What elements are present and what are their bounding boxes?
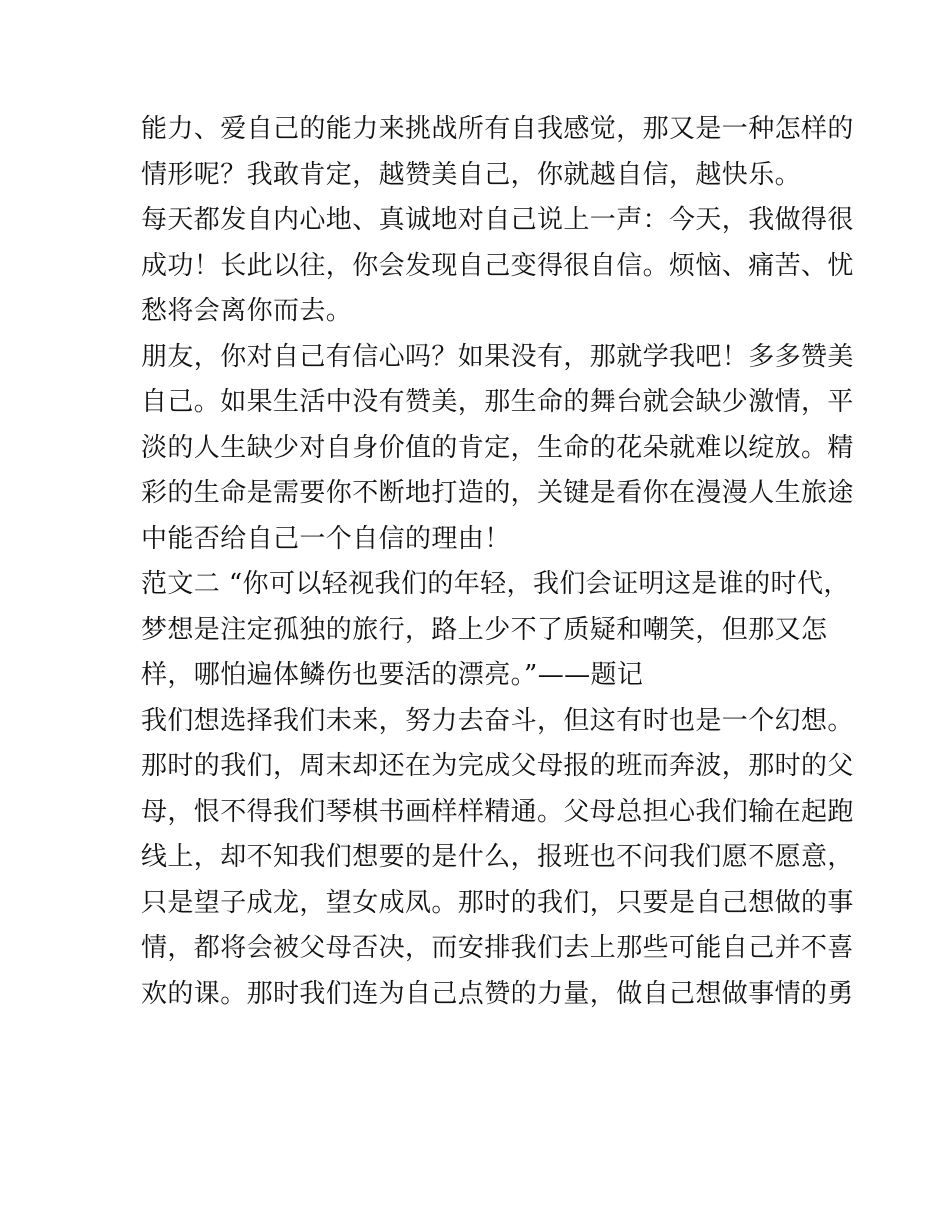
text-line: 愁将会离你而去。 [141, 296, 353, 326]
text-line: 淡的人生缺少对自身价值的肯定，生命的花朵就难以绽放。精 [141, 432, 854, 463]
text-line: 我们想选择我们未来，努力去奋斗，但这有时也是一个幻想。 [141, 705, 854, 736]
text-line: 那时的我们，周末却还在为完成父母报的班而奔波，那时的父 [141, 751, 854, 781]
text-line: 成功！长此以往，你会发现自己变得很自信。烦恼、痛苦、忧 [141, 250, 854, 281]
text-line: 范文二 “你可以轻视我们的年轻，我们会证明这是谁的时代， [141, 569, 850, 599]
document-text-body [141, 107, 854, 1017]
text-line: 彩的生命是需要你不断地打造的，关键是看你在漫漫人生旅途 [141, 478, 854, 508]
text-line: 每天都发自内心地、真诚地对自己说上一声：今天，我做得很 [141, 205, 854, 235]
text-line: 情，都将会被父母否决，而安排我们去上那些可能自己并不喜 [141, 933, 854, 963]
text-line: 朋友，你对自己有信心吗？如果没有，那就学我吧！多多赞美 [141, 341, 854, 372]
text-line: 能力、爱自己的能力来挑战所有自我感觉，那又是一种怎样的 [141, 114, 854, 144]
text-line: 自己。如果生活中没有赞美，那生命的舞台就会缺少激情，平 [141, 387, 854, 417]
text-line: 线上，却不知我们想要的是什么，报班也不问我们愿不愿意， [141, 842, 854, 872]
text-line: 母，恨不得我们琴棋书画样样精通。父母总担心我们输在起跑 [141, 796, 854, 827]
text-line: 只是望子成龙，望女成凤。那时的我们，只要是自己想做的事 [141, 887, 854, 918]
text-line: 欢的课。那时我们连为自己点赞的力量，做自己想做事情的勇 [141, 978, 854, 1009]
text-line: 中能否给自己一个自信的理由！ [141, 523, 511, 554]
text-line: 情形呢？我敢肯定，越赞美自己，你就越自信，越快乐。 [141, 159, 802, 190]
text-line: 梦想是注定孤独的旅行，路上少不了质疑和嘲笑，但那又怎 [141, 614, 828, 645]
text-line: 样，哪怕遍体鳞伤也要活的漂亮。”——题记 [141, 660, 644, 690]
